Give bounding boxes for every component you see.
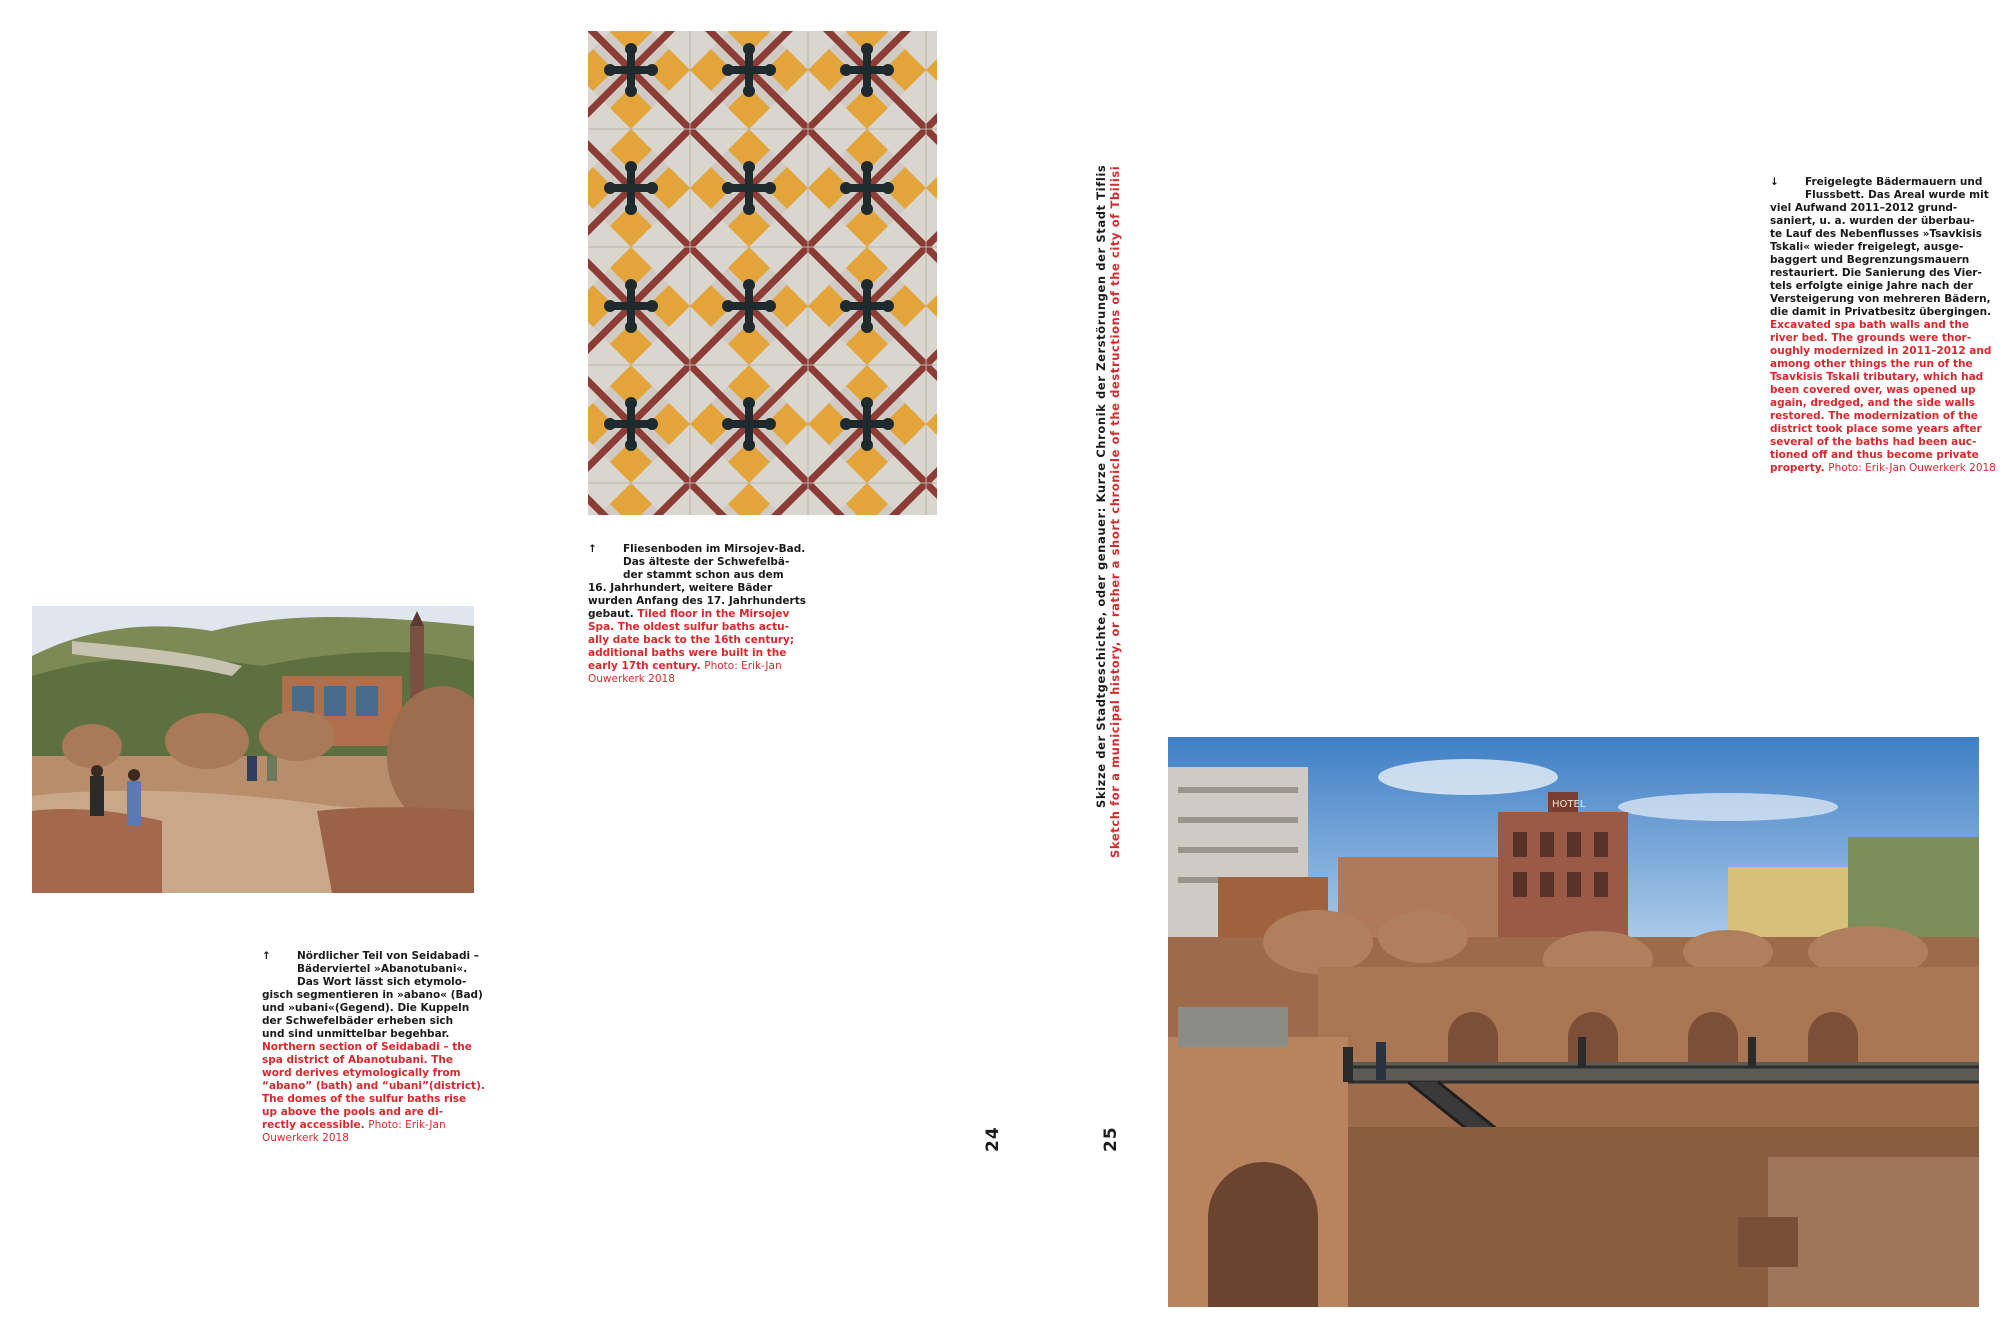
caption-line-en: word derives etymologically from xyxy=(262,1067,461,1079)
caption-line-en: rectly accessible. xyxy=(262,1119,365,1131)
photo-tiled-floor xyxy=(588,31,937,515)
caption-line: viel Aufwand 2011–2012 grund- xyxy=(1770,202,1958,214)
photo-excavated-bath-walls xyxy=(1168,737,1979,1307)
caption-seidabadi xyxy=(262,950,492,1145)
caption-line: 16. Jahrhundert, weitere Bäder xyxy=(588,582,773,594)
caption-line-en: again, dredged, and the side walls xyxy=(1770,397,1975,409)
caption-line-en: several of the baths had been auc- xyxy=(1770,436,1977,448)
arrow-up-icon: ↑ xyxy=(262,950,271,962)
caption-line-en: The domes of the sulfur baths rise xyxy=(262,1093,467,1105)
page-number-right: 25 xyxy=(1101,1126,1121,1152)
caption-line: Tskali« wieder freigelegt, ausge- xyxy=(1770,241,1964,253)
caption-excavated-walls xyxy=(1770,176,1996,475)
caption-line: Freigelegte Bädermauern und xyxy=(1805,176,1983,188)
caption-line: saniert, u. a. wurden der überbau- xyxy=(1770,215,1975,227)
caption-line-en: restored. The modernization of the xyxy=(1770,410,1978,422)
caption-line: die damit in Privatbesitz übergingen. xyxy=(1770,306,1992,318)
page-number-left: 24 xyxy=(983,1126,1003,1152)
seidabadi-image xyxy=(32,606,474,893)
caption-line: restauriert. Die Sanierung des Vier- xyxy=(1770,267,1982,279)
photo-domes-abanotubani xyxy=(32,606,474,893)
caption-line-en: tioned off and thus become private xyxy=(1770,449,1979,461)
running-title-de: Skizze der Stadtgeschichte, oder genauer: Kurze Chronik der Zerstörungen der Stadt Tiflis xyxy=(1094,164,1108,808)
tile-pattern-image xyxy=(588,31,937,515)
caption-tiled-floor xyxy=(588,543,818,686)
caption-line: Das Wort lässt sich etymolo- xyxy=(297,976,467,988)
caption-line: baggert und Begrenzungsmauern xyxy=(1770,254,1970,266)
caption-line-en: ally date back to the 16th century; xyxy=(588,634,795,646)
caption-line-en: spa district of Abanotubani. The xyxy=(262,1054,453,1066)
caption-line: Das älteste der Schwefelbä- xyxy=(623,556,790,568)
caption-line: Nördlicher Teil von Seidabadi – xyxy=(297,950,479,962)
caption-line-en: “abano” (bath) and “ubani”(district). xyxy=(262,1080,485,1092)
caption-line: te Lauf des Nebenflusses »Tsavkisis xyxy=(1770,228,1983,240)
caption-line-en: Excavated spa bath walls and the xyxy=(1770,319,1969,331)
caption-line-en: been covered over, was opened up xyxy=(1770,384,1976,396)
caption-line-en: district took place some years after xyxy=(1770,423,1982,435)
caption-line-en: Tsavkisis Tskali tributary, which had xyxy=(1770,371,1984,383)
running-title-en: Sketch for a municipal history, or rather a short chronicle of the destructions of the city of Tbilisi xyxy=(1108,165,1122,858)
caption-line-en: Spa. The oldest sulfur baths actu- xyxy=(588,621,789,633)
photo-credit: Photo: Erik-Jan xyxy=(704,660,782,672)
caption-line-en: up above the pools and are di- xyxy=(262,1106,444,1118)
photo-credit: Ouwerkerk 2018 xyxy=(262,1132,349,1144)
caption-line-en: Tiled floor in the Mirsojev xyxy=(637,608,790,620)
hotel-sign-text: HOTEL xyxy=(1552,799,1586,810)
caption-line: gebaut. xyxy=(588,608,634,620)
photo-credit: Photo: Erik-Jan xyxy=(368,1119,446,1131)
photo-credit: Photo: Erik-Jan Ouwerkerk 2018 xyxy=(1828,462,1996,474)
caption-line: Bäderviertel »Abanotubani«. xyxy=(297,963,468,975)
caption-line: Flussbett. Das Areal wurde mit xyxy=(1805,189,1989,201)
caption-line-en: river bed. The grounds were thor- xyxy=(1770,332,1972,344)
caption-line-en: early 17th century. xyxy=(588,660,701,672)
photo-credit: Ouwerkerk 2018 xyxy=(588,673,675,685)
excavated-baths-image xyxy=(1168,737,1979,1307)
caption-line-en: Northern section of Seidabadi – the xyxy=(262,1041,472,1053)
caption-line-en: oughly modernized in 2011–2012 and xyxy=(1770,345,1992,357)
caption-line: und »ubani«(Gegend). Die Kuppeln xyxy=(262,1002,470,1014)
caption-line: der Schwefelbäder erheben sich xyxy=(262,1015,454,1027)
arrow-up-icon: ↑ xyxy=(588,543,597,555)
caption-line: der stammt schon aus dem xyxy=(623,569,784,581)
caption-line-en: among other things the run of the xyxy=(1770,358,1973,370)
caption-line: Versteigerung von mehreren Bädern, xyxy=(1770,293,1991,305)
caption-line: Fliesenboden im Mirsojev-Bad. xyxy=(623,543,806,555)
caption-line-en: additional baths were built in the xyxy=(588,647,787,659)
caption-line: gisch segmentieren in »abano« (Bad) xyxy=(262,989,483,1001)
caption-line-en: property. xyxy=(1770,462,1825,474)
caption-line: und sind unmittelbar begehbar. xyxy=(262,1028,450,1040)
caption-line: wurden Anfang des 17. Jahrhunderts xyxy=(588,595,806,607)
arrow-down-icon: ↓ xyxy=(1770,176,1779,188)
caption-line: tels erfolgte einige Jahre nach der xyxy=(1770,280,1973,292)
